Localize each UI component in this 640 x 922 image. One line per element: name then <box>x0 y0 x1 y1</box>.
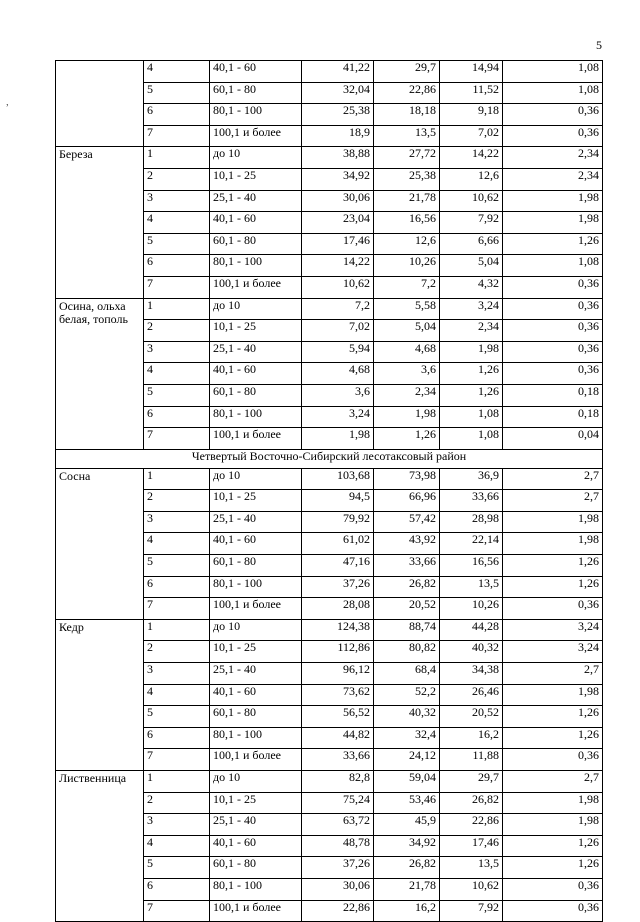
species-cell: Кедр <box>56 619 144 770</box>
value-col3-cell: 44,28 <box>440 619 503 641</box>
table-row <box>56 298 603 320</box>
class-number-cell: 6 <box>144 104 210 126</box>
class-number-cell: 4 <box>144 835 210 857</box>
class-number-cell: 3 <box>144 511 210 533</box>
diameter-range-cell: 40,1 - 60 <box>210 835 302 857</box>
value-col4-cell: 1,08 <box>503 255 603 277</box>
diameter-range-cell: 80,1 - 100 <box>210 878 302 900</box>
value-col1-cell: 1,98 <box>302 428 374 450</box>
value-col3-cell: 10,62 <box>440 878 503 900</box>
class-number-cell: 4 <box>144 212 210 234</box>
value-col1-cell: 14,22 <box>302 255 374 277</box>
value-col4-cell: 0,36 <box>503 298 603 320</box>
class-number-cell: 3 <box>144 814 210 836</box>
rates-table <box>55 60 603 922</box>
diameter-range-cell: 60,1 - 80 <box>210 233 302 255</box>
diameter-range-cell: 80,1 - 100 <box>210 727 302 749</box>
value-col4-cell: 1,98 <box>503 684 603 706</box>
value-col3-cell: 16,2 <box>440 727 503 749</box>
value-col4-cell: 2,7 <box>503 490 603 512</box>
diameter-range-cell: 40,1 - 60 <box>210 533 302 555</box>
value-col1-cell: 34,92 <box>302 168 374 190</box>
value-col1-cell: 38,88 <box>302 147 374 169</box>
value-col1-cell: 30,06 <box>302 190 374 212</box>
value-col1-cell: 44,82 <box>302 727 374 749</box>
value-col2-cell: 1,26 <box>374 428 440 450</box>
value-col1-cell: 94,5 <box>302 490 374 512</box>
value-col2-cell: 22,86 <box>374 82 440 104</box>
value-col1-cell: 124,38 <box>302 619 374 641</box>
diameter-range-cell: 80,1 - 100 <box>210 104 302 126</box>
class-number-cell: 6 <box>144 255 210 277</box>
table-row <box>56 771 603 793</box>
value-col1-cell: 18,9 <box>302 125 374 147</box>
diameter-range-cell: до 10 <box>210 147 302 169</box>
value-col4-cell: 1,98 <box>503 814 603 836</box>
value-col2-cell: 5,04 <box>374 320 440 342</box>
diameter-range-cell: 60,1 - 80 <box>210 384 302 406</box>
value-col1-cell: 7,02 <box>302 320 374 342</box>
value-col1-cell: 112,86 <box>302 641 374 663</box>
value-col1-cell: 96,12 <box>302 663 374 685</box>
margin-mark: , <box>6 96 9 108</box>
value-col4-cell: 0,36 <box>503 900 603 922</box>
class-number-cell: 5 <box>144 555 210 577</box>
species-cell: Лиственница <box>56 771 144 922</box>
value-col1-cell: 30,06 <box>302 878 374 900</box>
table-row <box>56 468 603 490</box>
value-col3-cell: 7,02 <box>440 125 503 147</box>
diameter-range-cell: 80,1 - 100 <box>210 576 302 598</box>
value-col4-cell: 0,18 <box>503 406 603 428</box>
diameter-range-cell: 25,1 - 40 <box>210 341 302 363</box>
value-col2-cell: 80,82 <box>374 641 440 663</box>
table-body <box>56 61 603 922</box>
value-col2-cell: 57,42 <box>374 511 440 533</box>
value-col3-cell: 29,7 <box>440 771 503 793</box>
value-col2-cell: 32,4 <box>374 727 440 749</box>
class-number-cell: 1 <box>144 147 210 169</box>
class-number-cell: 2 <box>144 641 210 663</box>
species-cell: Осина, ольха белая, тополь <box>56 298 144 449</box>
diameter-range-cell: 40,1 - 60 <box>210 61 302 83</box>
value-col3-cell: 4,32 <box>440 276 503 298</box>
value-col3-cell: 26,82 <box>440 792 503 814</box>
value-col3-cell: 12,6 <box>440 168 503 190</box>
value-col2-cell: 73,98 <box>374 468 440 490</box>
value-col2-cell: 3,6 <box>374 363 440 385</box>
diameter-range-cell: до 10 <box>210 298 302 320</box>
class-number-cell: 5 <box>144 384 210 406</box>
value-col2-cell: 24,12 <box>374 749 440 771</box>
value-col1-cell: 75,24 <box>302 792 374 814</box>
diameter-range-cell: 40,1 - 60 <box>210 684 302 706</box>
value-col4-cell: 2,7 <box>503 663 603 685</box>
value-col3-cell: 1,08 <box>440 428 503 450</box>
value-col4-cell: 0,36 <box>503 749 603 771</box>
value-col1-cell: 23,04 <box>302 212 374 234</box>
diameter-range-cell: 60,1 - 80 <box>210 82 302 104</box>
diameter-range-cell: 100,1 и более <box>210 749 302 771</box>
value-col2-cell: 16,56 <box>374 212 440 234</box>
value-col3-cell: 3,24 <box>440 298 503 320</box>
value-col3-cell: 13,5 <box>440 857 503 879</box>
value-col3-cell: 20,52 <box>440 706 503 728</box>
value-col4-cell: 0,36 <box>503 363 603 385</box>
value-col2-cell: 66,96 <box>374 490 440 512</box>
value-col1-cell: 17,46 <box>302 233 374 255</box>
value-col3-cell: 9,18 <box>440 104 503 126</box>
class-number-cell: 3 <box>144 190 210 212</box>
value-col2-cell: 43,92 <box>374 533 440 555</box>
diameter-range-cell: 25,1 - 40 <box>210 814 302 836</box>
value-col4-cell: 1,08 <box>503 61 603 83</box>
value-col1-cell: 41,22 <box>302 61 374 83</box>
value-col3-cell: 22,14 <box>440 533 503 555</box>
value-col4-cell: 0,18 <box>503 384 603 406</box>
value-col2-cell: 2,34 <box>374 384 440 406</box>
value-col1-cell: 5,94 <box>302 341 374 363</box>
value-col1-cell: 37,26 <box>302 857 374 879</box>
value-col1-cell: 73,62 <box>302 684 374 706</box>
class-number-cell: 4 <box>144 61 210 83</box>
value-col3-cell: 34,38 <box>440 663 503 685</box>
value-col2-cell: 12,6 <box>374 233 440 255</box>
value-col4-cell: 1,98 <box>503 792 603 814</box>
value-col2-cell: 1,98 <box>374 406 440 428</box>
class-number-cell: 1 <box>144 298 210 320</box>
diameter-range-cell: до 10 <box>210 468 302 490</box>
value-col3-cell: 14,94 <box>440 61 503 83</box>
value-col4-cell: 1,98 <box>503 533 603 555</box>
value-col1-cell: 25,38 <box>302 104 374 126</box>
value-col4-cell: 1,98 <box>503 511 603 533</box>
value-col3-cell: 16,56 <box>440 555 503 577</box>
value-col2-cell: 40,32 <box>374 706 440 728</box>
class-number-cell: 5 <box>144 857 210 879</box>
value-col4-cell: 2,7 <box>503 771 603 793</box>
species-cell <box>56 61 144 147</box>
class-number-cell: 2 <box>144 168 210 190</box>
value-col2-cell: 7,2 <box>374 276 440 298</box>
value-col4-cell: 1,08 <box>503 82 603 104</box>
value-col2-cell: 53,46 <box>374 792 440 814</box>
diameter-range-cell: 10,1 - 25 <box>210 792 302 814</box>
value-col3-cell: 13,5 <box>440 576 503 598</box>
value-col3-cell: 10,62 <box>440 190 503 212</box>
diameter-range-cell: 10,1 - 25 <box>210 641 302 663</box>
value-col1-cell: 82,8 <box>302 771 374 793</box>
diameter-range-cell: 100,1 и более <box>210 900 302 922</box>
value-col2-cell: 68,4 <box>374 663 440 685</box>
value-col3-cell: 1,26 <box>440 384 503 406</box>
value-col1-cell: 28,08 <box>302 598 374 620</box>
diameter-range-cell: 10,1 - 25 <box>210 490 302 512</box>
value-col1-cell: 48,78 <box>302 835 374 857</box>
value-col3-cell: 17,46 <box>440 835 503 857</box>
value-col1-cell: 22,86 <box>302 900 374 922</box>
value-col4-cell: 1,98 <box>503 190 603 212</box>
diameter-range-cell: 40,1 - 60 <box>210 363 302 385</box>
value-col2-cell: 25,38 <box>374 168 440 190</box>
species-cell: Береза <box>56 147 144 298</box>
value-col3-cell: 11,88 <box>440 749 503 771</box>
class-number-cell: 6 <box>144 576 210 598</box>
class-number-cell: 5 <box>144 706 210 728</box>
class-number-cell: 1 <box>144 771 210 793</box>
value-col4-cell: 1,26 <box>503 233 603 255</box>
value-col3-cell: 11,52 <box>440 82 503 104</box>
value-col3-cell: 22,86 <box>440 814 503 836</box>
class-number-cell: 3 <box>144 341 210 363</box>
value-col4-cell: 1,26 <box>503 576 603 598</box>
diameter-range-cell: 100,1 и более <box>210 428 302 450</box>
value-col3-cell: 2,34 <box>440 320 503 342</box>
value-col3-cell: 28,98 <box>440 511 503 533</box>
value-col1-cell: 61,02 <box>302 533 374 555</box>
diameter-range-cell: 25,1 - 40 <box>210 190 302 212</box>
value-col1-cell: 56,52 <box>302 706 374 728</box>
value-col1-cell: 33,66 <box>302 749 374 771</box>
value-col2-cell: 21,78 <box>374 878 440 900</box>
diameter-range-cell: 25,1 - 40 <box>210 511 302 533</box>
page-number: 5 <box>596 38 602 52</box>
value-col2-cell: 13,5 <box>374 125 440 147</box>
class-number-cell: 5 <box>144 233 210 255</box>
value-col4-cell: 0,04 <box>503 428 603 450</box>
value-col1-cell: 4,68 <box>302 363 374 385</box>
value-col3-cell: 10,26 <box>440 598 503 620</box>
value-col3-cell: 40,32 <box>440 641 503 663</box>
value-col4-cell: 0,36 <box>503 598 603 620</box>
class-number-cell: 5 <box>144 82 210 104</box>
value-col3-cell: 14,22 <box>440 147 503 169</box>
section-heading: Четвертый Восточно-Сибирский лесотаксовый район <box>56 449 603 468</box>
diameter-range-cell: 10,1 - 25 <box>210 168 302 190</box>
class-number-cell: 7 <box>144 598 210 620</box>
value-col2-cell: 27,72 <box>374 147 440 169</box>
class-number-cell: 7 <box>144 428 210 450</box>
value-col1-cell: 3,24 <box>302 406 374 428</box>
value-col4-cell: 2,34 <box>503 147 603 169</box>
value-col2-cell: 34,92 <box>374 835 440 857</box>
value-col2-cell: 21,78 <box>374 190 440 212</box>
value-col4-cell: 0,36 <box>503 878 603 900</box>
value-col1-cell: 37,26 <box>302 576 374 598</box>
class-number-cell: 4 <box>144 684 210 706</box>
table-row <box>56 619 603 641</box>
value-col2-cell: 16,2 <box>374 900 440 922</box>
value-col3-cell: 26,46 <box>440 684 503 706</box>
species-cell: Сосна <box>56 468 144 619</box>
class-number-cell: 2 <box>144 490 210 512</box>
class-number-cell: 7 <box>144 749 210 771</box>
value-col4-cell: 1,26 <box>503 835 603 857</box>
class-number-cell: 7 <box>144 125 210 147</box>
diameter-range-cell: 100,1 и более <box>210 598 302 620</box>
diameter-range-cell: 40,1 - 60 <box>210 212 302 234</box>
value-col2-cell: 45,9 <box>374 814 440 836</box>
value-col4-cell: 2,34 <box>503 168 603 190</box>
class-number-cell: 3 <box>144 663 210 685</box>
value-col3-cell: 7,92 <box>440 212 503 234</box>
value-col1-cell: 32,04 <box>302 82 374 104</box>
value-col2-cell: 10,26 <box>374 255 440 277</box>
value-col2-cell: 4,68 <box>374 341 440 363</box>
value-col2-cell: 26,82 <box>374 857 440 879</box>
class-number-cell: 1 <box>144 619 210 641</box>
class-number-cell: 4 <box>144 533 210 555</box>
value-col3-cell: 33,66 <box>440 490 503 512</box>
value-col2-cell: 88,74 <box>374 619 440 641</box>
value-col1-cell: 47,16 <box>302 555 374 577</box>
class-number-cell: 6 <box>144 727 210 749</box>
value-col2-cell: 5,58 <box>374 298 440 320</box>
value-col1-cell: 79,92 <box>302 511 374 533</box>
table-row <box>56 147 603 169</box>
value-col3-cell: 1,98 <box>440 341 503 363</box>
value-col3-cell: 36,9 <box>440 468 503 490</box>
diameter-range-cell: 10,1 - 25 <box>210 320 302 342</box>
value-col4-cell: 0,36 <box>503 276 603 298</box>
value-col4-cell: 3,24 <box>503 619 603 641</box>
section-heading-row <box>56 449 603 468</box>
diameter-range-cell: 60,1 - 80 <box>210 857 302 879</box>
value-col2-cell: 20,52 <box>374 598 440 620</box>
diameter-range-cell: до 10 <box>210 771 302 793</box>
value-col2-cell: 18,18 <box>374 104 440 126</box>
value-col3-cell: 1,26 <box>440 363 503 385</box>
diameter-range-cell: 80,1 - 100 <box>210 255 302 277</box>
value-col1-cell: 10,62 <box>302 276 374 298</box>
diameter-range-cell: 25,1 - 40 <box>210 663 302 685</box>
value-col1-cell: 103,68 <box>302 468 374 490</box>
value-col2-cell: 33,66 <box>374 555 440 577</box>
class-number-cell: 4 <box>144 363 210 385</box>
value-col2-cell: 29,7 <box>374 61 440 83</box>
value-col2-cell: 26,82 <box>374 576 440 598</box>
value-col1-cell: 63,72 <box>302 814 374 836</box>
diameter-range-cell: 100,1 и более <box>210 125 302 147</box>
class-number-cell: 2 <box>144 792 210 814</box>
value-col4-cell: 1,98 <box>503 212 603 234</box>
diameter-range-cell: 60,1 - 80 <box>210 706 302 728</box>
class-number-cell: 6 <box>144 406 210 428</box>
value-col4-cell: 0,36 <box>503 341 603 363</box>
value-col3-cell: 5,04 <box>440 255 503 277</box>
value-col4-cell: 1,26 <box>503 555 603 577</box>
class-number-cell: 6 <box>144 878 210 900</box>
value-col4-cell: 0,36 <box>503 104 603 126</box>
value-col4-cell: 1,26 <box>503 727 603 749</box>
value-col1-cell: 7,2 <box>302 298 374 320</box>
diameter-range-cell: 60,1 - 80 <box>210 555 302 577</box>
value-col3-cell: 1,08 <box>440 406 503 428</box>
diameter-range-cell: до 10 <box>210 619 302 641</box>
table-row <box>56 61 603 83</box>
diameter-range-cell: 80,1 - 100 <box>210 406 302 428</box>
value-col3-cell: 6,66 <box>440 233 503 255</box>
value-col4-cell: 3,24 <box>503 641 603 663</box>
value-col4-cell: 0,36 <box>503 320 603 342</box>
class-number-cell: 1 <box>144 468 210 490</box>
class-number-cell: 7 <box>144 276 210 298</box>
value-col4-cell: 2,7 <box>503 468 603 490</box>
value-col1-cell: 3,6 <box>302 384 374 406</box>
class-number-cell: 7 <box>144 900 210 922</box>
class-number-cell: 2 <box>144 320 210 342</box>
value-col2-cell: 59,04 <box>374 771 440 793</box>
diameter-range-cell: 100,1 и более <box>210 276 302 298</box>
value-col4-cell: 1,26 <box>503 706 603 728</box>
value-col3-cell: 7,92 <box>440 900 503 922</box>
value-col4-cell: 1,26 <box>503 857 603 879</box>
value-col4-cell: 0,36 <box>503 125 603 147</box>
value-col2-cell: 52,2 <box>374 684 440 706</box>
